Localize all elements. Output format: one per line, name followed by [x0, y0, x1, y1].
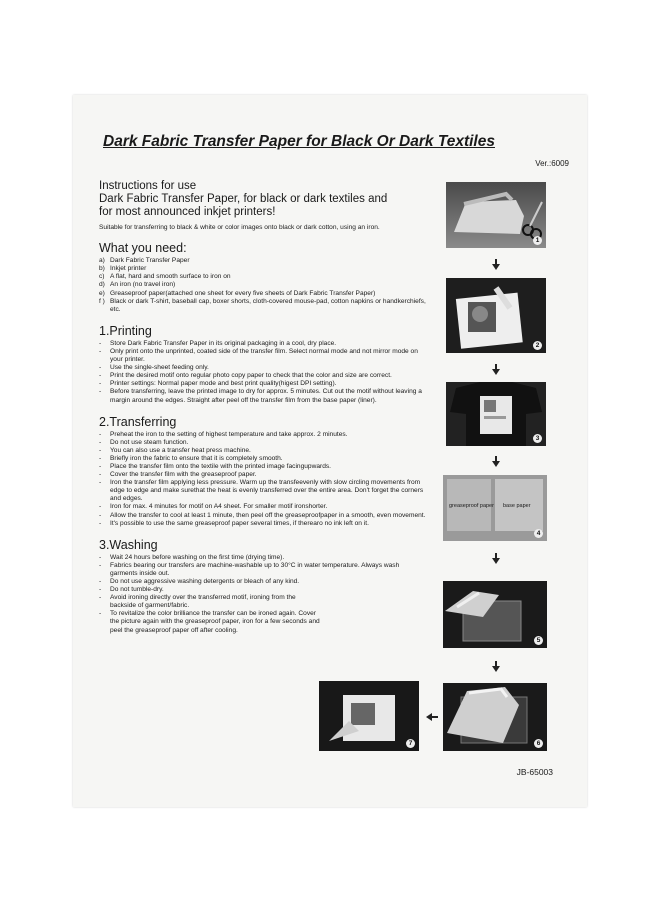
cutting-icon [446, 278, 546, 353]
list-item: - Iron for max. 4 minutes for motif on A4 sheet. For smaller motif ironshorter. [99, 503, 328, 511]
list-item: - Iron the transfer film applying less pressure. Warm up the transfeevenly with slow circling movements from edge to edge and make surethat the heat is evenly transferred over the entire area. Don't forget the corners and edges. [99, 479, 424, 503]
list-item: - Print the desired motif onto regular photo copy paper to check that the color and size are correct. [99, 372, 392, 380]
washing-heading: 3.Washing [99, 537, 158, 552]
step-1-image [446, 182, 546, 248]
step-7-image [319, 681, 419, 751]
washing-list [99, 553, 400, 635]
step-number: 2 [533, 341, 542, 350]
product-code: JB-65003 [516, 767, 553, 777]
list-item: - Cover the transfer film with the greaseproof paper. [99, 471, 257, 479]
arrow-down-icon [492, 558, 500, 564]
step-5-image [443, 581, 547, 648]
list-item: - Briefly iron the fabric to ensure that it is completely smooth. [99, 454, 283, 462]
intro-line-1: Instructions for use [99, 180, 197, 192]
list-item: - Before transferring, leave the printed image to dry for approx. 5 minutes. Cut out the motif without leaving a margin around the edges. Straight after peel off the transfer film from the base paper (liner). [99, 388, 422, 404]
step-6-image [443, 683, 547, 751]
list-item: - It's possible to use the same greaseproof paper several times, if therearo no ink left on it. [99, 519, 369, 527]
list-item: - Wait 24 hours before washing on the first time (drying time). [99, 553, 285, 561]
list-item: - Only print onto the unprinted, coated side of the transfer film. Select normal mode and not mirror mode on your printer. [99, 347, 418, 364]
transferring-heading: 2.Transferring [99, 414, 177, 429]
step-number: 5 [534, 636, 543, 645]
printing-list [99, 340, 429, 405]
base-paper-label: base paper [503, 503, 531, 509]
list-item: - Place the transfer film onto the textile with the printed image facingupwards. [99, 462, 332, 470]
intro-note: Suitable for transferring to black & white or color images onto black or dark cotton, using an iron. [99, 224, 380, 231]
peeling-icon [319, 681, 419, 751]
intro-line-2: Dark Fabric Transfer Paper, for black or dark textiles and [99, 193, 388, 205]
arrow-down-icon [492, 264, 500, 270]
ironing-icon [443, 581, 547, 648]
list-item: e) Greaseproof paper(attached one sheet for every five sheets of Dark Fabric Transfer Paper) [99, 289, 376, 297]
list-item: a) Dark Fabric Transfer Paper [99, 257, 190, 265]
step-number: 1 [533, 236, 542, 245]
list-item: - Do not use aggressive washing detergents or bleach of any kind. [99, 578, 300, 586]
need-heading: What you need: [99, 241, 187, 256]
iron-icon [446, 182, 546, 248]
step-number: 7 [406, 739, 415, 748]
list-item: - Use the single-sheet feeding only. [99, 364, 209, 372]
step-2-image [446, 278, 546, 353]
list-item: - Store Dark Fabric Transfer Paper in its original packaging in a cool, dry place. [99, 339, 337, 347]
intro-line-3: for most announced inkjet printers! [99, 206, 276, 218]
list-item: f ) Black or dark T-shirt, baseball cap, boxer shorts, cloth-covered mouse-pad, cotton napkins or handkerchiefs, etc. [99, 297, 426, 313]
instruction-sheet [73, 95, 587, 807]
arrow-down-icon [492, 461, 500, 467]
list-item: - Do not tumble-dry. [99, 586, 164, 594]
list-item: - Preheat the iron to the setting of highest temperature and take approx. 2 minutes. [99, 430, 348, 438]
arrow-down-icon [492, 369, 500, 375]
step-number: 3 [533, 434, 542, 443]
tshirt-icon [446, 382, 546, 446]
arrow-down-icon [492, 666, 500, 672]
step-4-image [443, 475, 547, 541]
greaseproof-paper-label: greaseproof paper [449, 503, 494, 509]
list-item: - To revitalize the color brilliance the transfer can be ironed again. Cover the picture again with the greaseproof paper, iron for a few seconds and peel the greaseproof paper off after cooling. [99, 610, 320, 634]
step-number: 6 [534, 739, 543, 748]
list-item: - You can also use a transfer heat press machine. [99, 446, 251, 454]
list-item: - Do not use steam function. [99, 438, 189, 446]
list-item: - Fabrics bearing our transfers are machine-washable up to 30°C in water temperature. Always wash garments inside out. [99, 561, 400, 577]
list-item: b) Inkjet printer [99, 265, 147, 273]
arrow-left-icon [426, 713, 432, 721]
instruction-column [99, 180, 429, 635]
list-item: - Allow the transfer to cool at least 1 minute, then peel off the greaseproofpaper in a smooth, even movement. [99, 511, 426, 519]
page-title: Dark Fabric Transfer Paper for Black Or Dark Textiles [103, 133, 495, 150]
printing-heading: 1.Printing [99, 323, 152, 338]
list-item: - Avoid ironing directly over the transferred motif, ironing from the backside of garment/fabric. [99, 594, 296, 610]
ironing-icon [443, 683, 547, 751]
need-list [99, 257, 429, 314]
version-label: Ver.:6009 [535, 159, 569, 168]
step-number: 4 [534, 529, 543, 538]
step-3-image [446, 382, 546, 446]
list-item: c) A flat, hard and smooth surface to iron on [99, 273, 231, 281]
transferring-list [99, 431, 429, 528]
list-item: - Printer settings: Normal paper mode and best print quality(higest DPI setting). [99, 380, 337, 388]
list-item: d) An iron (no travel iron) [99, 281, 176, 289]
